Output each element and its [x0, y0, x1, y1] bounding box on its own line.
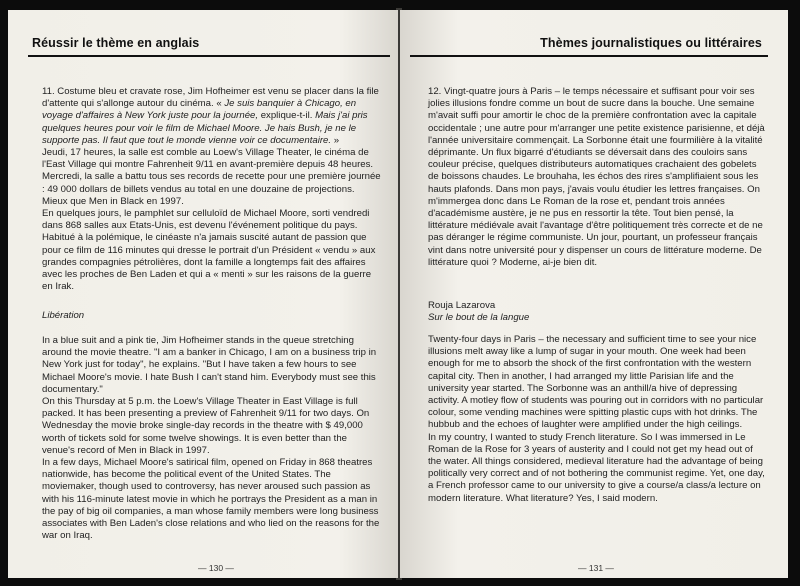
work-title: Sur le bout de la langue: [428, 312, 530, 324]
item-11-french-paragraph-1: [42, 86, 382, 147]
item-12-french-paragraph: 12. Vingt-quatre jours à Paris – le temps nécessaire et suffisant pour voir ses jolies illusions fondre comme un bout de sucre dans la bouche. Une semaine m'avait suffi pour amortir le choc de la première confrontation avec la capitale occidentale ; une autre pour m'arranger une petite existence parisienne, et déjà l'année universitaire commençait. La Sorbonne était une fourmilière à la vitalité déprimante. Un flux bigarré d'étudiants se déversait dans des couloirs sans couleur précise, quelques distributeurs automatiques crachaient des gobelets de boissons chaudes. Le brouhaha, les échos des rires s'amplifiaient sous les hauts plafonds. Dans mon pays, j'avais voulu étudier les lettres françaises. On m'immergea donc dans Le Roman de la rose et, pendant trois années d'académisme austère, je ne pus en ressortir la tête. Tout bien pensé, la littérature médiévale avait l'avantage d'être politiquement très correcte et de ne pas déranger le régime communiste. Un jour, pourtant, un professeur français vint dans notre université pour y dispenser un cours de littérature moderne. De littérature quoi ? Moderne, ai-je bien dit.: [428, 86, 765, 268]
attribution: [428, 300, 766, 324]
header-rule: [410, 55, 768, 57]
item-11-english-paragraph-2: On this Thursday at 5 p.m. the Loew's Village Theater in East Village is full packed. It has been presenting a preview of Fahrenheit 9/11 for two days. On Wednesday the movie broke single-day records in the theatre with $ 49,000 worth of tickets sold for some twelve showings. It is even better than the venue's record of Men in Black in 1997.: [42, 396, 370, 456]
item-11-french-segment: 11. Costume bleu et cravate rose, Jim Hofheimer est venu se placer dans la file d'attente qui s'allonge autour du cinéma. «: [42, 86, 379, 110]
item-11-french-segment: »: [331, 134, 340, 146]
source-name: Libération: [42, 310, 85, 321]
item-12-french-text: [428, 86, 766, 269]
item-11-english-text: [42, 335, 382, 542]
item-12-english-text: [428, 334, 766, 505]
item-12-english-paragraph-1: Twenty-four days in Paris – the necessary and sufficient time to see your nice illusions melt away like a lump of sugar in your mouth. One week had been enough for me to absorb the shock of the first confrontation with the western capital city. Then in another, I had arranged my little Parisian life and the university year started. The Sorbonne was an anthill/a hive of depressing activity. A motley flow of students was pouring out in corridors with no particular colour, some vending machines were spitting plastic cups with hot drinks. The hubbub and the echoes of laughter were amplified under the high ceilings.: [428, 334, 764, 431]
running-header-title: Thèmes journalistiques ou littéraires: [540, 36, 762, 50]
item-11-french-segment: Mais j'ai pris quelques heures pour voir le film de Michael Moore. Je hais Bush, je ne le supporte pas. Il faut que tout le monde vienne voir ce documentaire.: [42, 110, 368, 146]
page-number: — 130 —: [198, 563, 234, 573]
item-11-french-paragraph-2: Jeudi, 17 heures, la salle est comble au Loew's Village Theater, le cinéma de l'East Village qui montre Fahrenheit 9/11 en avant-première depuis 48 heures. Mercredi, la salle a battu tous ses records de recette pour une première journée : 49 000 dollars de billets vendus au total en une douzaine de projections. Mieux que Men in Black en 1997.: [42, 147, 381, 207]
item-11-french-paragraph-3: En quelques jours, le pamphlet sur celluloïd de Michael Moore, sorti vendredi dans 868 salles aux Etats-Unis, est devenu l'événement politique du pays. Habitué à la polémique, le cinéaste n'a jamais suscité autant de passion que pour ce film de 116 minutes qui dresse le portrait d'un Président « vendu » aux grandes compagnies pétrolières, dont la famille a longtemps fait des affaires avec les proches de Ben Laden et qui a « menti » sur les raisons de la guerre en Irak.: [42, 208, 376, 293]
left-page: [8, 10, 398, 578]
item-11-english-paragraph-1: In a blue suit and a pink tie, Jim Hofheimer stands in the queue stretching around the movie theatre. "I am a banker in Chicago, I am on a business trip in New York just for today", he explains. "But I have taken a few hours to see Michael Moore's movie. I hate Bush I can't stand him. Everybody must see this documentary.": [42, 335, 377, 395]
source-credit: [42, 310, 382, 322]
item-12-english-paragraph-2: In my country, I wanted to study French literature. So I was immersed in Le Roman de la Rose for 3 years of austerity and I could not get my head out of the water. All things considered, medieval literature had the advantage of being politically very correct and of not bothering the communist regime. Yet, one day, a French professor came to our university to give a course/a class/a lecture on modern literature. What literature? Yes, I said modern.: [428, 431, 765, 504]
item-11-english-paragraph-3: In a few days, Michael Moore's satirical film, opened on Friday in 868 theatres nationwide, has become the political event of the United States. The moviemaker, though used to controversy, has never aroused such passion as with his 116-minute latest movie in which he portrays the President as a man in the pay of big oil companies, a man whose family members were long business associates with Ben Laden's close relations and who lied on the reasons for the war on Iraq.: [42, 457, 380, 542]
header-rule: [28, 55, 390, 57]
item-11-french-segment: explique-t-il.: [258, 110, 316, 122]
author-name: Rouja Lazarova: [428, 300, 496, 311]
page-number: — 131 —: [578, 563, 614, 573]
running-header-title: Réussir le thème en anglais: [32, 36, 200, 50]
item-11-french-text: [42, 86, 382, 293]
right-page: [400, 10, 788, 578]
item-11-french-segment: Je suis banquier à Chicago, en voyage d'affaires à New York juste pour la journée,: [42, 98, 357, 122]
